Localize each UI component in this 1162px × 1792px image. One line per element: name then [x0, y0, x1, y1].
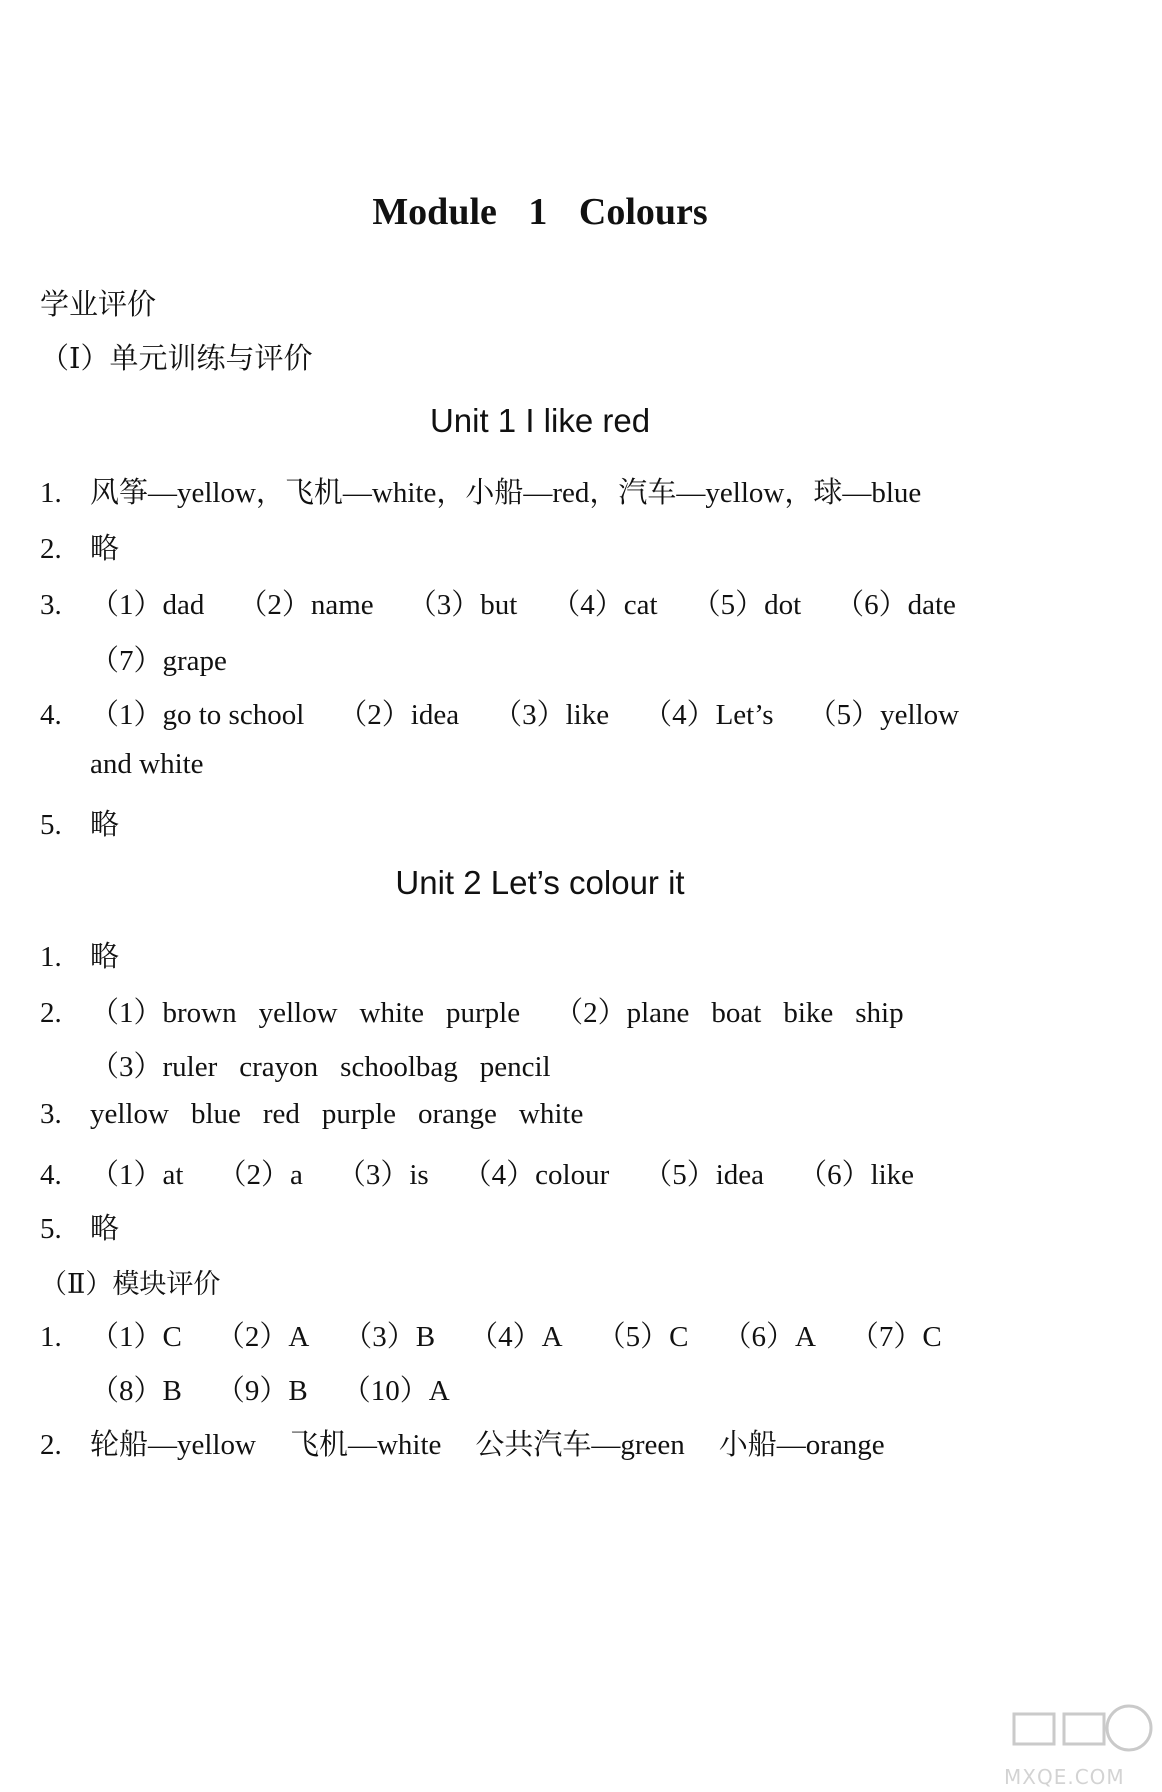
- answer-line: [40, 582, 956, 623]
- answer-item: yellow: [258, 997, 338, 1029]
- item-number: 1.: [40, 941, 62, 973]
- answer-item: （1）at: [90, 1159, 184, 1191]
- answer-continuation: [90, 1368, 450, 1409]
- watermark-logo: [1004, 1700, 1154, 1789]
- answer-item: （4）cat: [551, 589, 658, 621]
- answer-item: （2）plane: [554, 997, 690, 1029]
- answer-item: （2）name: [238, 589, 374, 621]
- answer-item: purple: [321, 1098, 396, 1130]
- answer-item: crayon: [239, 1051, 319, 1083]
- answer-item: white: [518, 1098, 584, 1130]
- answer-line: [40, 692, 959, 733]
- answer-line: [40, 1206, 119, 1247]
- answer-line: [40, 934, 119, 975]
- page-title: Module 1 Colours: [372, 191, 708, 233]
- answer-item: orange: [418, 1098, 497, 1130]
- item-number: 1.: [40, 477, 62, 509]
- answer-item: red: [262, 1098, 300, 1130]
- answer-item: （1）C: [90, 1321, 182, 1353]
- answer-item: （6）like: [798, 1159, 915, 1191]
- item-number: 5.: [40, 809, 62, 841]
- answer-continuation: （7）grape: [90, 645, 227, 677]
- answer-item: （4）colour: [462, 1159, 610, 1191]
- item-number: 2.: [40, 997, 62, 1029]
- answer-item: （6）date: [835, 589, 956, 621]
- answer-line: [40, 470, 921, 511]
- answer-item: （1）go to school: [90, 699, 305, 731]
- answer-item: blue: [190, 1098, 241, 1130]
- answer-item: white: [359, 997, 424, 1029]
- unit-heading: Unit 1 I like red: [429, 402, 651, 439]
- answer-text: 略: [90, 941, 120, 973]
- answer-item: （4）Let’s: [643, 699, 774, 731]
- item-number: 3.: [40, 1098, 62, 1130]
- answer-item: bike: [783, 997, 834, 1029]
- answer-line: [40, 990, 904, 1031]
- item-number: 1.: [40, 1321, 62, 1353]
- answer-item: 小船—orange: [718, 1429, 885, 1461]
- answer-item: pencil: [479, 1051, 551, 1083]
- answer-item: （2）idea: [338, 699, 460, 731]
- item-number: 3.: [40, 589, 62, 621]
- watermark-icon: [1004, 1700, 1154, 1760]
- answer-item: （8）B: [90, 1375, 182, 1407]
- answer-item: （5）idea: [643, 1159, 765, 1191]
- answer-line: [40, 802, 119, 843]
- answer-item: 轮船—yellow: [90, 1429, 256, 1461]
- answer-item: （3）but: [407, 589, 518, 621]
- answer-text: 风筝—yellow，飞机—white，小船—red，汽车—yellow，球—blue: [90, 477, 922, 509]
- answer-item: （3）is: [336, 1159, 429, 1191]
- part-heading: （Ⅰ）单元训练与评价: [40, 343, 313, 375]
- answer-item: （5）yellow: [807, 699, 960, 731]
- section-heading: 学业评价: [40, 289, 157, 321]
- answer-item: schoolbag: [340, 1051, 458, 1083]
- answer-item: （7）C: [849, 1321, 942, 1353]
- answer-item: （4）A: [469, 1321, 563, 1353]
- answer-item: yellow: [90, 1098, 169, 1130]
- item-number: 2.: [40, 533, 62, 565]
- answer-item: （2）A: [215, 1321, 310, 1353]
- answer-item: （3）B: [343, 1321, 436, 1353]
- answer-item: ship: [855, 997, 904, 1029]
- answer-item: （1）brown: [90, 997, 237, 1029]
- answer-text: 略: [90, 533, 120, 565]
- answer-item: （3）ruler: [90, 1051, 218, 1083]
- unit-heading: Unit 2 Let’s colour it: [395, 864, 685, 901]
- answer-item: （5）dot: [691, 589, 802, 621]
- answer-text: 略: [90, 1213, 120, 1245]
- answer-continuation: and white: [90, 748, 204, 780]
- item-number: 4.: [40, 699, 62, 731]
- item-number: 5.: [40, 1213, 62, 1245]
- answer-item: （6）A: [722, 1321, 816, 1353]
- answer-line: [40, 1098, 583, 1131]
- part-heading: （Ⅱ）模块评价: [40, 1269, 221, 1299]
- answer-item: purple: [445, 997, 521, 1029]
- answer-item: 公共汽车—green: [475, 1429, 685, 1461]
- item-number: 4.: [40, 1159, 62, 1191]
- answer-line: [40, 1314, 942, 1355]
- answer-item: （5）C: [596, 1321, 689, 1353]
- answer-item: boat: [711, 997, 762, 1029]
- answer-item: （2）a: [217, 1159, 303, 1191]
- answer-line: [40, 1152, 914, 1193]
- answer-line: [40, 526, 119, 567]
- item-number: 2.: [40, 1429, 62, 1461]
- answer-item: （10）A: [341, 1375, 450, 1407]
- answer-text: 略: [90, 809, 120, 841]
- answer-item: （3）like: [493, 699, 610, 731]
- answer-item: （1）dad: [90, 589, 205, 621]
- answer-item: （9）B: [215, 1375, 308, 1407]
- answer-line: [40, 1422, 885, 1463]
- answer-continuation: [90, 1044, 551, 1085]
- watermark-text: MXQE.COM: [1004, 1765, 1125, 1789]
- answer-item: 飞机—white: [289, 1429, 442, 1461]
